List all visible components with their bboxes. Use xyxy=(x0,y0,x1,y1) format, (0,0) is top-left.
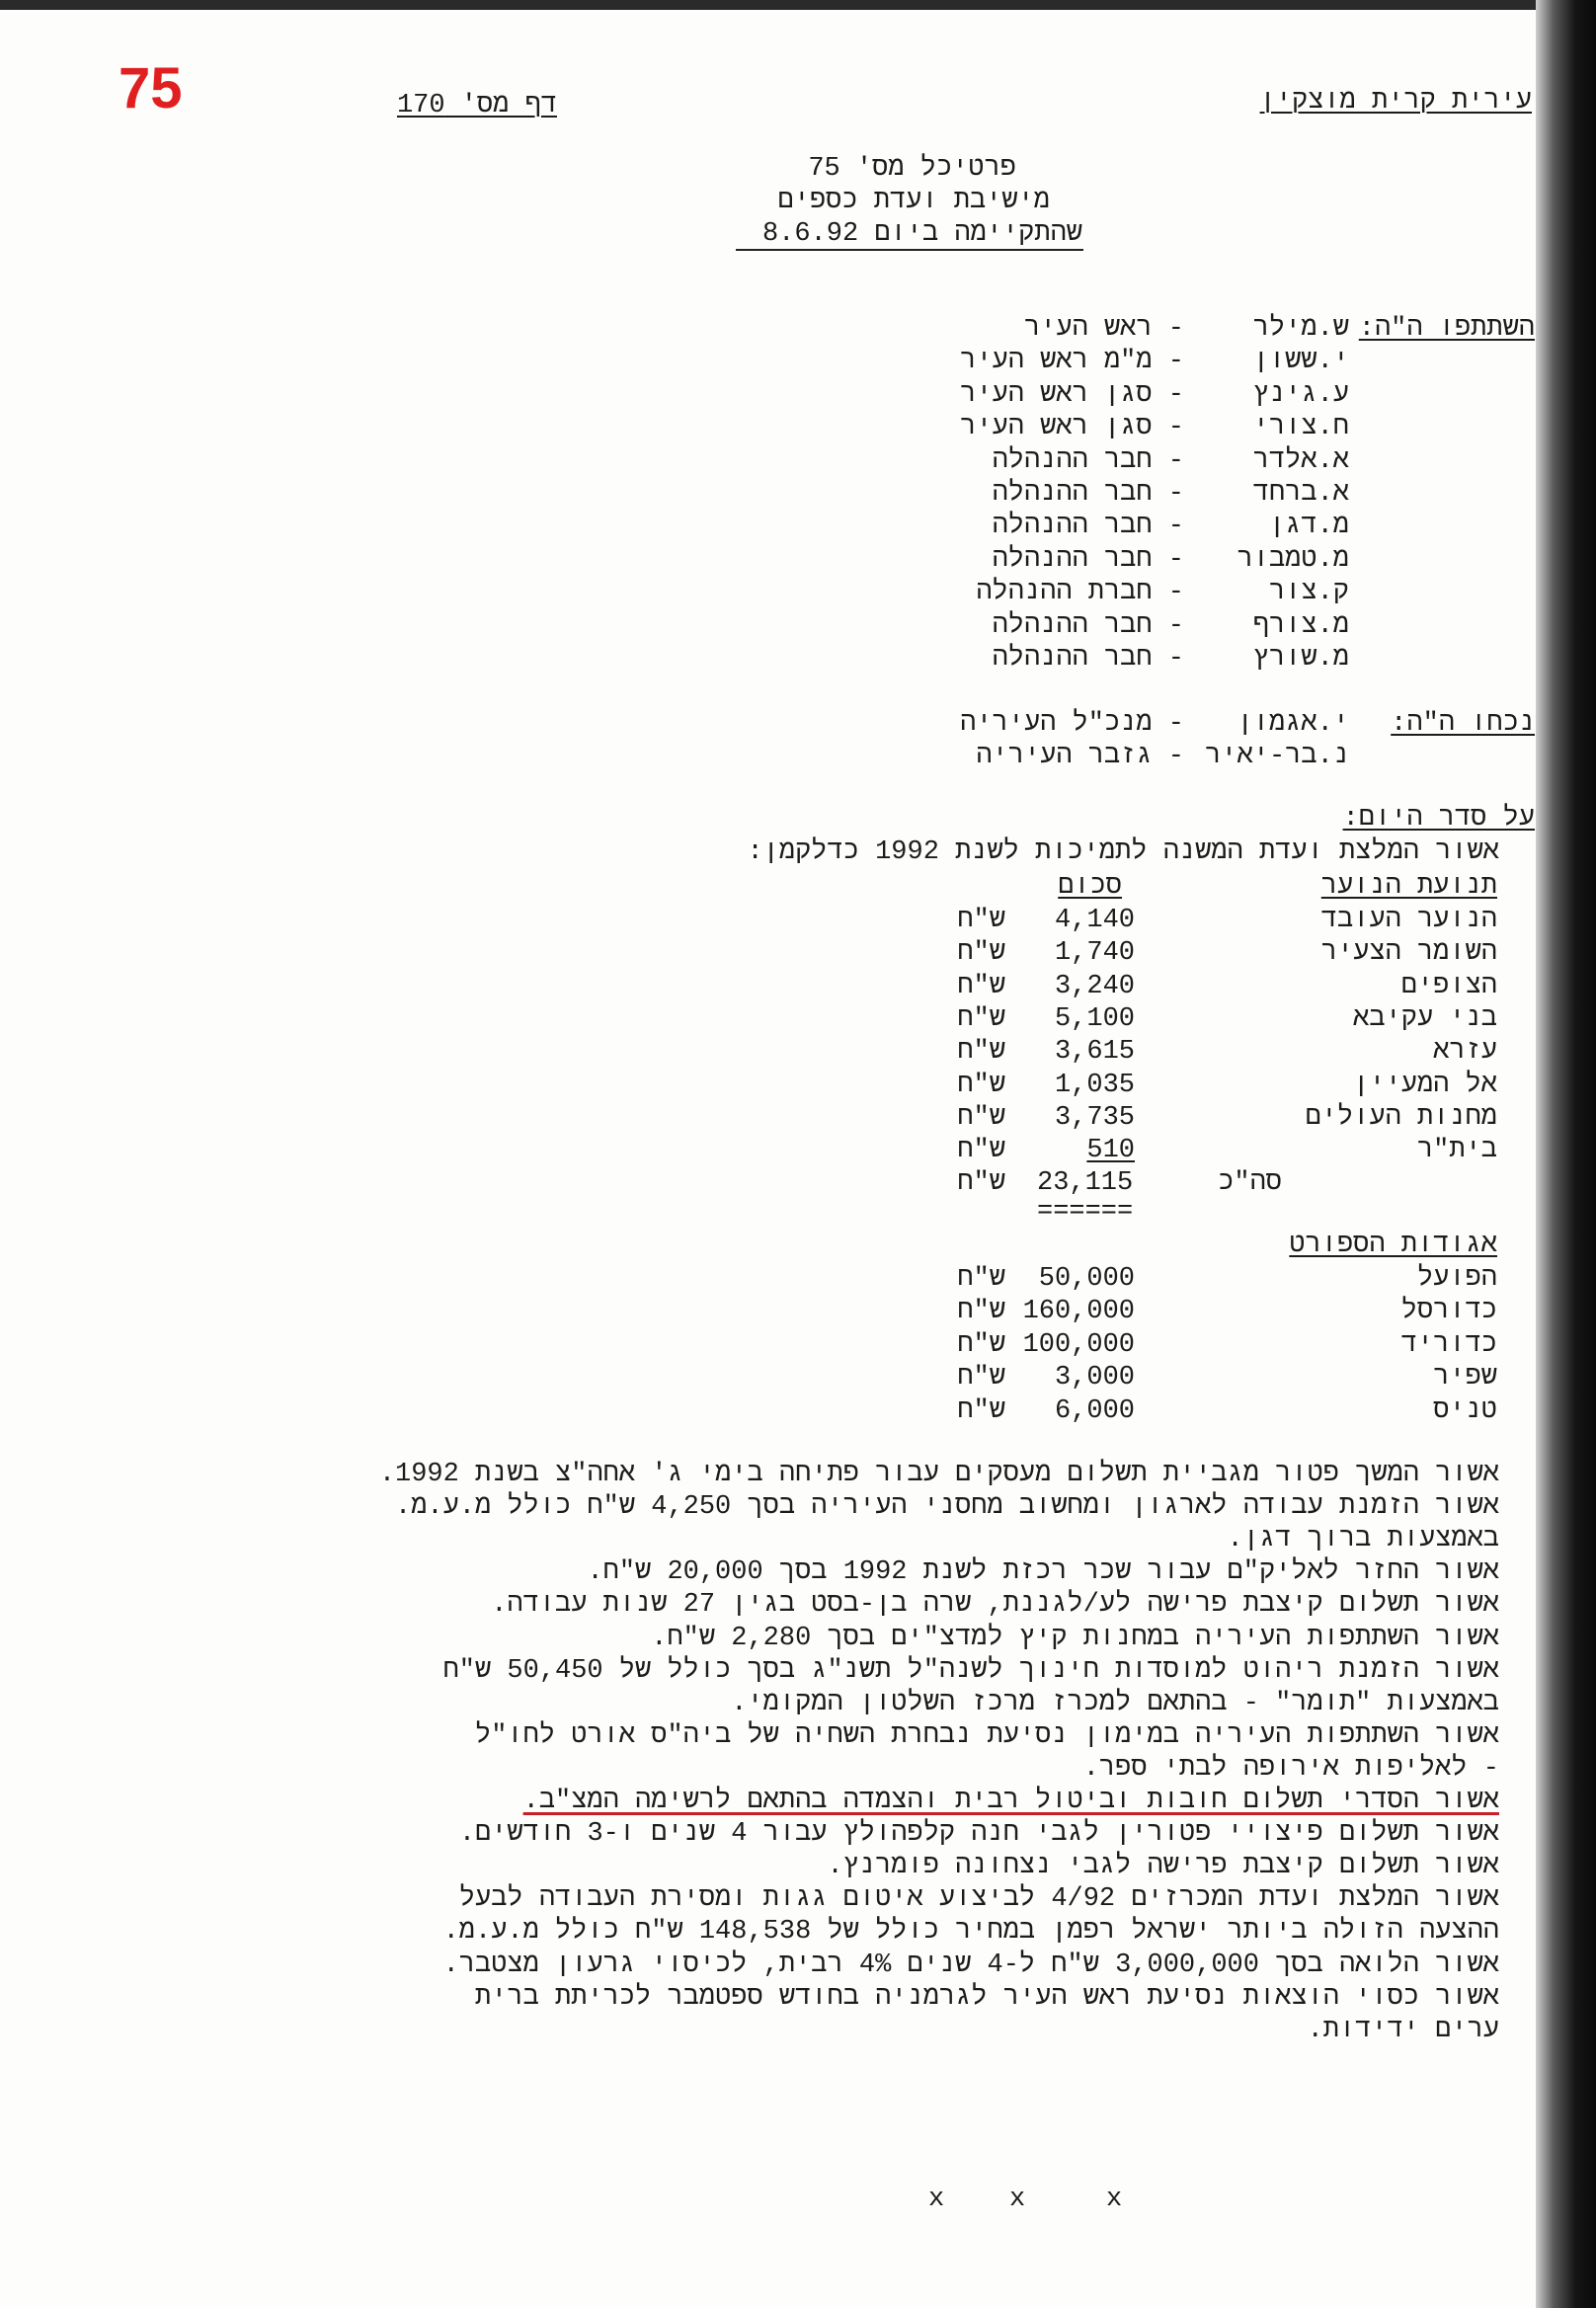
youth-currency: ש"ח xyxy=(957,906,1005,935)
participant-role: - חברת ההנהלה xyxy=(976,578,1184,608)
sports-amount: 3,000 xyxy=(1054,1363,1135,1393)
agenda-item: באמצעות "תומר" - בהתאם למכרז מרכז השלטון המקומי. xyxy=(731,1688,1499,1718)
youth-currency: ש"ח xyxy=(957,1102,1005,1133)
agenda-item: ההצעה הזולה ביותר ישראל רפמן במחיר כולל של 148,538 ש"ח כולל מ.ע.מ. xyxy=(442,1917,1499,1948)
youth-currency: ש"ח xyxy=(957,1037,1005,1068)
attendees-label: נכחו ה"ה: xyxy=(1391,709,1535,739)
scan-top-edge xyxy=(0,0,1596,10)
sports-currency: ש"ח xyxy=(957,1395,1005,1426)
agenda-item: אשור השתתפות העיריה במחנות קיץ למדצ"ים בסך 2,280 ש"ח. xyxy=(651,1623,1499,1653)
youth-name: אל המעיין xyxy=(1353,1070,1497,1100)
footer-mark-2: x xyxy=(1009,2185,1026,2214)
participant-role: - חבר ההנהלה xyxy=(992,644,1184,674)
participant-name: ח.צורי xyxy=(1252,413,1349,443)
youth-amount: 3,615 xyxy=(1054,1037,1135,1068)
agenda-item: - לאליפות אירופה לבתי ספר. xyxy=(1082,1753,1499,1784)
participant-name: מ.טמבור xyxy=(1237,544,1349,575)
sports-header: אגודות הספורט xyxy=(1289,1231,1497,1260)
footer-mark-3: x xyxy=(1106,2185,1123,2214)
title-meeting: מישיבת ועדת כספים xyxy=(777,187,1050,216)
agenda-label: על סדר היום: xyxy=(1342,804,1535,834)
sports-currency: ש"ח xyxy=(957,1264,1005,1294)
sports-name: כדורסל xyxy=(1400,1297,1497,1327)
youth-name: הצופים xyxy=(1400,971,1497,1001)
youth-header: תנועת הנוער xyxy=(1320,872,1497,902)
attendee-role: - מנכ"ל העיריה xyxy=(960,709,1184,739)
youth-currency: ש"ח xyxy=(957,1136,1005,1166)
sports-amount: 160,000 xyxy=(1022,1297,1135,1327)
youth-name: השומר הצעיר xyxy=(1320,938,1497,969)
participant-role: - חבר ההנהלה xyxy=(992,512,1184,542)
sports-name: כדוריד xyxy=(1400,1329,1497,1360)
total-double-rule: ====== xyxy=(1037,1197,1134,1227)
agenda-item: אשור המשך פטור מגביית תשלום מעסקים עבור פתיחה בימי ג' אחה"צ בשנת 1992. xyxy=(378,1460,1499,1489)
youth-currency: ש"ח xyxy=(957,1070,1005,1100)
participant-name: מ.דגן xyxy=(1268,512,1349,542)
agenda-item: אשור הזמנת ריהוט למוסדות חינוך לשנה"ל תשנ"ג בסך כולל של 50,450 ש"ח xyxy=(442,1655,1499,1686)
scan-binding-shadow xyxy=(1536,0,1596,2308)
header-page-ref: דף מס' 170 xyxy=(396,91,557,120)
agenda-item: אשור תשלום קיצבת פרישה לע/לגננת, שרה בן-בסט בגין 27 שנות עבודה. xyxy=(491,1590,1499,1621)
youth-amount: 510 xyxy=(1086,1136,1135,1166)
sports-currency: ש"ח xyxy=(957,1329,1005,1360)
page-number-stamp: 75 xyxy=(119,56,183,120)
participant-name: ש.מילר xyxy=(1252,314,1349,344)
agenda-item: אשור כסוי הוצאות נסיעת ראש העיר לגרמניה בחודש ספטמבר לכריתת ברית xyxy=(475,1982,1499,2013)
footer-mark-1: x xyxy=(928,2185,945,2214)
participant-role: - מ"מ ראש העיר xyxy=(960,347,1184,377)
participant-name: ק.צור xyxy=(1268,578,1349,608)
total-label: סה"כ xyxy=(1218,1168,1282,1198)
youth-name: בני עקיבא xyxy=(1353,1003,1497,1034)
participant-name: ע.גינץ xyxy=(1252,379,1349,410)
participant-role: - סגן ראש העיר xyxy=(960,379,1184,410)
agenda-item: אשור הסדרי תשלום חובות וביטול רבית והצמדה בהתאם לרשימה המצ"ב. xyxy=(522,1787,1499,1816)
youth-amount: 1,035 xyxy=(1054,1070,1135,1100)
sports-name: טניס xyxy=(1433,1395,1497,1426)
sports-name: שפיר xyxy=(1433,1363,1497,1393)
title-date: שהתקיימה ביום 8.6.92 xyxy=(761,219,1082,249)
participant-name: מ.שורץ xyxy=(1252,644,1349,674)
participant-role: - חבר ההנהלה xyxy=(992,544,1184,575)
participant-role: - חבר ההנהלה xyxy=(992,610,1184,641)
youth-name: עזרא xyxy=(1433,1037,1497,1068)
youth-amount: 5,100 xyxy=(1054,1003,1135,1034)
sports-amount: 6,000 xyxy=(1054,1395,1135,1426)
agenda-item: ערים ידידות. xyxy=(1307,2015,1499,2045)
sports-currency: ש"ח xyxy=(957,1297,1005,1327)
agenda-intro: אשור המלצת ועדת המשנה לתמיכות לשנת 1992 כדלקמן: xyxy=(747,837,1499,867)
agenda-item: אשור תשלום קיצבת פרישה לגבי נצחונה פומרנץ. xyxy=(827,1852,1499,1882)
youth-amount: 3,240 xyxy=(1054,971,1135,1001)
sports-currency: ש"ח xyxy=(957,1363,1005,1393)
agenda-item: אשור השתתפות העיריה במימון נסיעת נבחרת השחיה של ביה"ס אורט לחו"ל xyxy=(475,1720,1499,1751)
title-underline xyxy=(736,249,1083,251)
title-protocol: פרטיכל מס' 75 xyxy=(808,154,1016,184)
agenda-item: באמצעות ברוך דגן. xyxy=(1227,1525,1499,1555)
agenda-item: אשור הלואה בסך 3,000,000 ש"ח ל-4 שנים 4% רבית, לכיסוי גרעון מצטבר. xyxy=(442,1950,1499,1980)
sports-amount: 100,000 xyxy=(1022,1329,1135,1360)
youth-amount: 4,140 xyxy=(1054,906,1135,935)
participant-name: א.ברחד xyxy=(1252,479,1349,509)
attendee-role: - גזבר העיריה xyxy=(976,742,1184,772)
youth-currency: ש"ח xyxy=(957,938,1005,969)
participant-role: - חבר ההנהלה xyxy=(992,479,1184,509)
agenda-item: אשור החזר לאליק"ם עבור שכר רכזת לשנת 1992 בסך 20,000 ש"ח. xyxy=(587,1557,1499,1588)
total-currency: ש"ח xyxy=(957,1168,1005,1198)
participant-name: י.ששון xyxy=(1252,347,1349,377)
header-org: עירית קרית מוצקין xyxy=(1259,87,1532,117)
agenda-item: אשור תשלום פיצויי פטורין לגבי חנה קלפהולץ עבור 4 שנים ו-3 חודשים. xyxy=(458,1819,1499,1850)
participant-name: מ.צורף xyxy=(1252,610,1349,641)
youth-amount: 1,740 xyxy=(1054,938,1135,969)
participants-label: השתתפו ה"ה: xyxy=(1358,314,1535,344)
participant-name: א.אלדר xyxy=(1252,445,1349,476)
sports-amount: 50,000 xyxy=(1038,1264,1135,1294)
sports-name: הפועל xyxy=(1416,1264,1497,1294)
youth-amount: 3,735 xyxy=(1054,1102,1135,1133)
youth-name: הנוער העובד xyxy=(1320,906,1497,935)
youth-name: בית"ר xyxy=(1416,1136,1497,1166)
youth-currency: ש"ח xyxy=(957,1003,1005,1034)
youth-name: מחנות העולים xyxy=(1305,1102,1497,1133)
attendee-name: נ.בר-יאיר xyxy=(1205,742,1349,772)
participant-role: - חבר ההנהלה xyxy=(992,445,1184,476)
amount-header: סכום xyxy=(1058,872,1122,902)
youth-currency: ש"ח xyxy=(957,971,1005,1001)
total-amount: 23,115 xyxy=(1037,1168,1134,1198)
participant-role: - ראש העיר xyxy=(1023,314,1184,344)
participant-role: - סגן ראש העיר xyxy=(960,413,1184,443)
agenda-item: אשור הזמנת עבודה לארגון ומחשוב מחסני העיריה בסך 4,250 ש"ח כולל מ.ע.מ. xyxy=(395,1492,1499,1523)
attendee-name: י.אגמון xyxy=(1237,709,1349,739)
agenda-item: אשור המלצת ועדת המכרזים 4/92 לביצוע איטום גגות ומסירת העבודה לבעל xyxy=(458,1884,1499,1915)
